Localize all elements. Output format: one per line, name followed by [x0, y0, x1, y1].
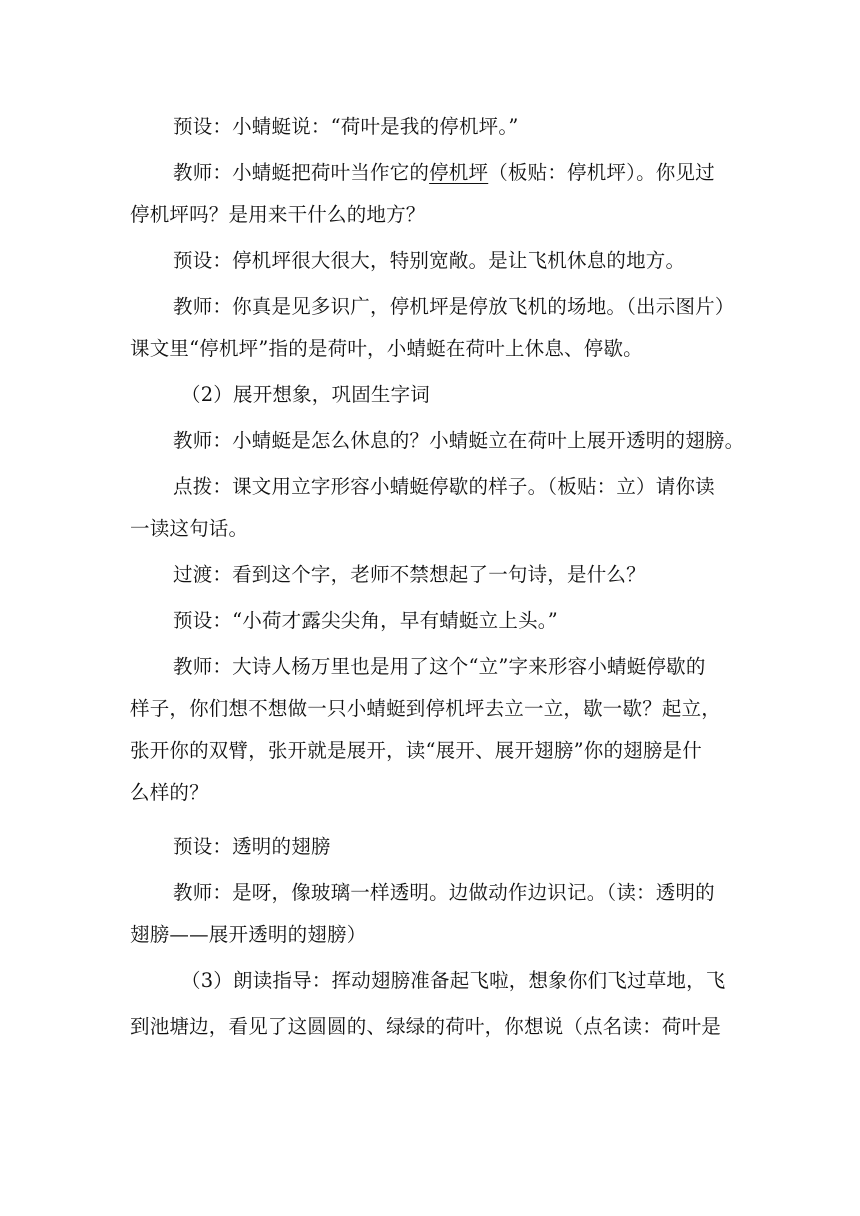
paragraph-reading-guide-cont: 到池塘边，看见了这圆圆的、绿绿的荷叶，你想说（点名读：荷叶是: [130, 1015, 722, 1038]
paragraph-teacher-5: 教师：是呀，像玻璃一样透明。边做动作边识记。（读：透明的: [173, 881, 715, 904]
paragraph-teacher-4-cont: 样子，你们想不想做一只小蜻蜓到停机坪去立一立，歇一歇？起立，: [130, 697, 722, 720]
paragraph-preset-1: 预设：小蜻蜓说：“荷叶是我的停机坪。”: [173, 115, 519, 138]
paragraph-teacher-1: [173, 159, 860, 187]
paragraph-transition: 过渡：看到这个字，老师不禁想起了一句诗，是什么？: [173, 563, 646, 586]
paragraph-teacher-4-cont: 张开你的双臂，张开就是展开，读“展开、展开翅膀”你的翅膀是什: [130, 739, 702, 762]
text-segment: （板贴：停机坪）。你见过: [488, 161, 715, 184]
paragraph-teacher-4-cont: 么样的？: [130, 781, 209, 804]
paragraph-teacher-1-cont: 停机坪吗？是用来干什么的地方？: [130, 203, 426, 226]
paragraph-preset-3: 预设：“小荷才露尖尖角，早有蜻蜓立上头。”: [173, 609, 558, 632]
underlined-term: 停机坪: [429, 161, 489, 184]
text-segment: 教师：小蜻蜓把荷叶当作它的: [173, 161, 430, 184]
paragraph-preset-2: 预设：停机坪很大很大，特别宽敞。是让飞机休息的地方。: [173, 249, 686, 272]
section-heading-2: （2）展开想象，巩固生字词: [181, 383, 431, 406]
paragraph-teacher-2: 教师：你真是见多识广，停机坪是停放飞机的场地。（出示图片）: [173, 295, 735, 318]
paragraph-hint-cont: 一读这句话。: [130, 517, 249, 540]
paragraph-teacher-2-cont: 课文里“停机坪”指的是荷叶，小蜻蜓在荷叶上休息、停歇。: [130, 337, 643, 360]
paragraph-teacher-3: 教师：小蜻蜓是怎么休息的？小蜻蜓立在荷叶上展开透明的翅膀。: [173, 429, 745, 452]
paragraph-hint: 点拨：课文用立字形容小蜻蜓停歇的样子。（板贴：立）请你读: [173, 475, 715, 498]
paragraph-teacher-4: 教师：大诗人杨万里也是用了这个“立”字来形容小蜻蜓停歇的: [173, 655, 706, 678]
paragraph-preset-4: 预设：透明的翅膀: [173, 835, 331, 858]
paragraph-reading-guide: （3）朗读指导：挥动翅膀准备起飞啦，想象你们飞过草地，飞: [181, 969, 726, 992]
paragraph-teacher-5-cont: 翅膀——展开透明的翅膀）: [130, 923, 367, 946]
